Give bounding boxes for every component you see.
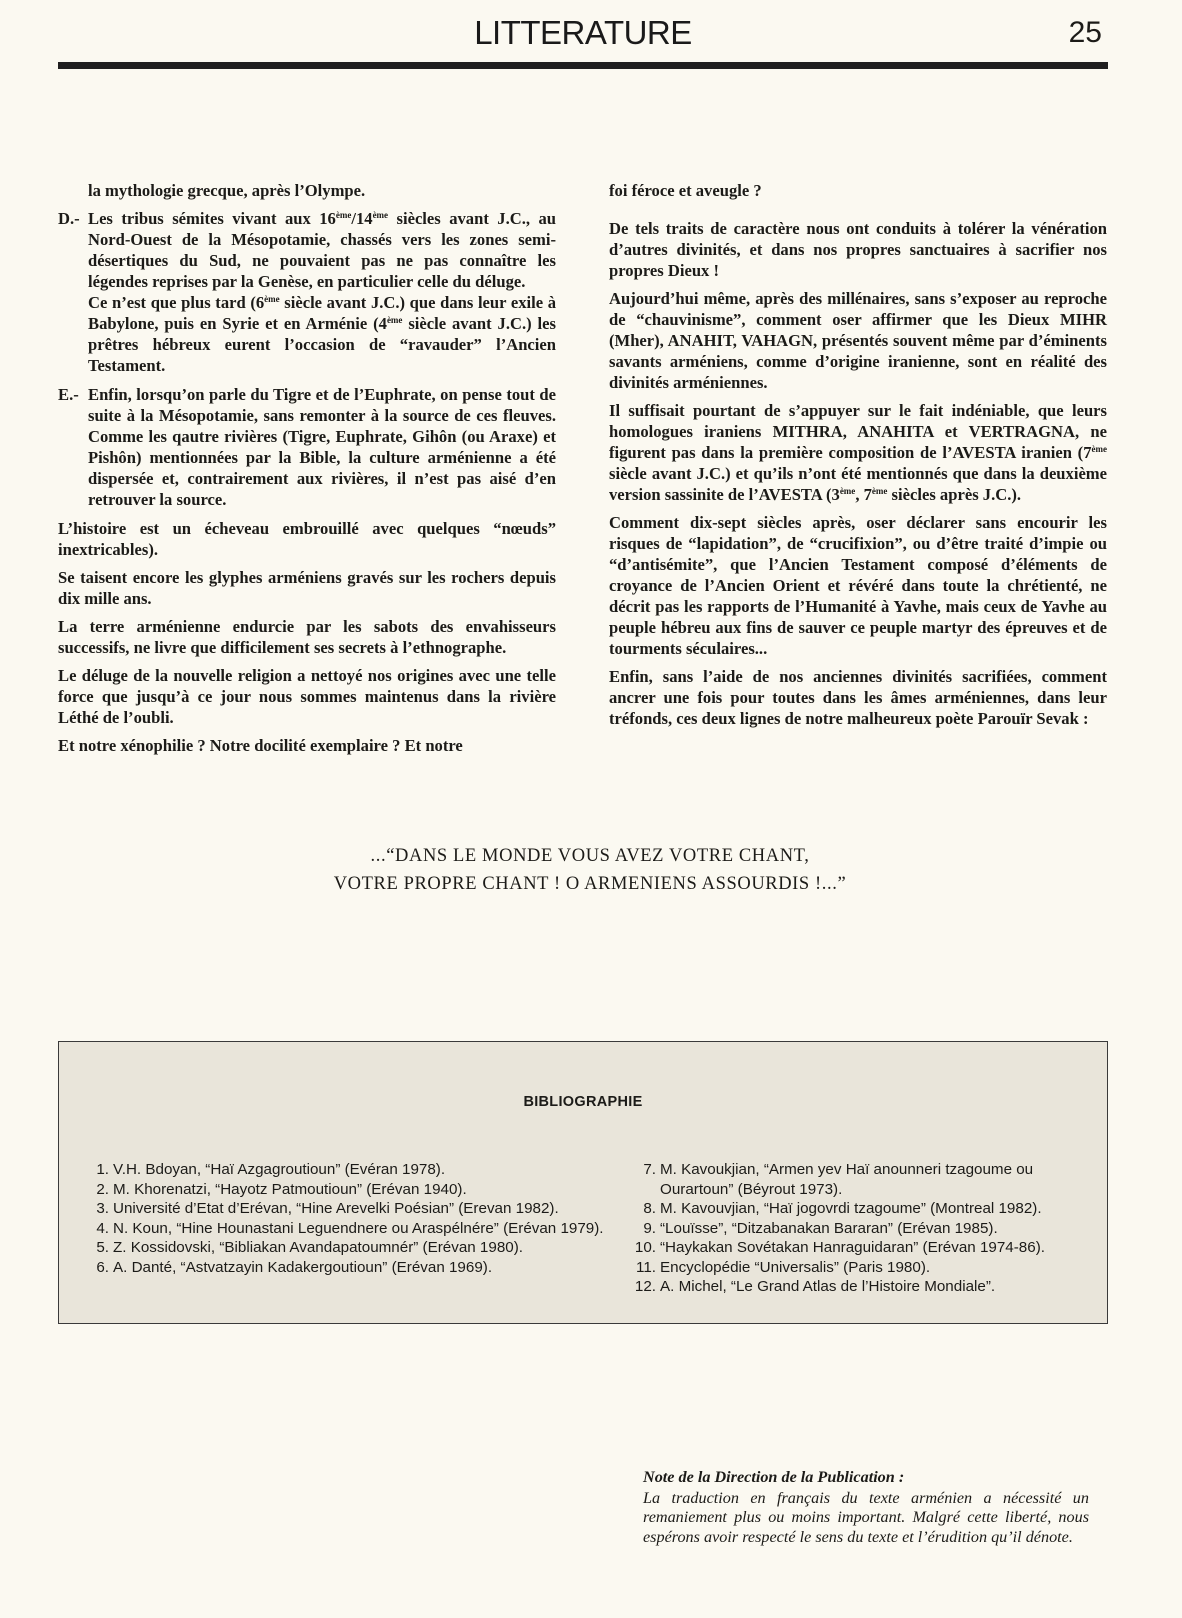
bibliography-entry: 5. Z. Kossidovski, “Bibliakan Avandapatoumnér” (Erévan 1980). bbox=[96, 1239, 523, 1256]
paragraph: Et notre xénophilie ? Notre docilité exemplaire ? Et notre bbox=[58, 736, 463, 755]
bibliography-entry: 7. M. Kavoukjian, “Armen yev Haï anounneri tzagoume ou Ourartoun” (Béyrout 1973). bbox=[643, 1161, 1034, 1198]
quote-line-1: ...“DANS LE MONDE VOUS AVEZ VOTRE CHANT, bbox=[370, 846, 810, 866]
paragraph: La terre arménienne endurcie par les sabots des envahisseurs successifs, ne livre que difficilement ses secrets à l’ethnographe. bbox=[58, 617, 556, 657]
page-number: 25 bbox=[1068, 16, 1102, 49]
right-column bbox=[609, 180, 1107, 736]
paragraph: Le déluge de la nouvelle religion a nettoyé nos origines avec une telle force que jusqu’à ce jour nous sommes maintenus dans la rivière Léthé de l’oubli. bbox=[58, 666, 556, 727]
paragraph: Se taisent encore les glyphes arméniens gravés sur les rochers depuis dix mille ans. bbox=[58, 568, 556, 608]
left-column bbox=[58, 180, 556, 763]
paragraph: De tels traits de caractère nous ont conduits à tolérer la vénération d’autres divinités, et dans nos propres sanctuaires à sacrifier nos propres Dieux ! bbox=[609, 219, 1107, 280]
bibliography-box bbox=[58, 1041, 1108, 1324]
bibliography-entry: 10. “Haykakan Sovétakan Hanraguidaran” (Erévan 1974-86). bbox=[634, 1239, 1045, 1256]
list-item-paragraph: Les tribus sémites vivant aux 16ème/14ème siècles avant J.C., au Nord-Ouest de la Mésopotamie, chassés vers les zones semi-désertiques du Sud, ne pouvaient pas ne pas connaître les légendes reprises par la Genèse, en particulier celle du déluge. bbox=[88, 209, 556, 291]
bibliography-entry: 9. “Louïsse”, “Ditzabanakan Bararan” (Erévan 1985). bbox=[643, 1219, 998, 1237]
bibliography-entry: 6. A. Danté, “Astvatzayin Kadakergoutioun” (Erévan 1969). bbox=[96, 1258, 493, 1276]
note-title: Note de la Direction de la Publication : bbox=[643, 1468, 905, 1486]
bibliography-column-left bbox=[77, 1160, 612, 1277]
list-item-d bbox=[58, 208, 556, 376]
paragraph: Il suffisait pourtant de s’appuyer sur le fait indéniable, que leurs homologues iraniens MITHRA, ANAHITA et VERTRAGNA, ne figurent pas dans la première composition de l’AVESTA iranien (7ème siècle avant J.C.) et qu’ils n’ont été mentionnés que dans la deuxième version sassinite de l’AVESTA (3ème, 7ème siècles après J.C.). bbox=[609, 401, 1107, 504]
paragraph: Aujourd’hui même, après des millénaires, sans s’exposer au reproche de “chauvinisme”, comment oser affirmer que les Dieux MIHR (Mher), ANAHIT, VAHAGN, présentés souvent même par d’éminents savants arméniens, comme d’origine iranienne, sont en réalité des divinités arméniennes. bbox=[609, 289, 1107, 392]
bibliography-entry: 4. N. Koun, “Hine Hounastani Leguendnere ou Araspélnére” (Erévan 1979). bbox=[96, 1219, 604, 1237]
bibliography-entry: 8. M. Kavouvjian, “Haï jogovrdi tzagoume” (Montreal 1982). bbox=[643, 1200, 1042, 1217]
page-header bbox=[58, 12, 1108, 72]
quote-line-2: VOTRE PROPRE CHANT ! O ARMENIENS ASSOURDIS !...” bbox=[333, 874, 847, 894]
paragraph: Enfin, sans l’aide de nos anciennes divinités sacrifiées, comment ancrer une fois pour toutes dans les âmes arméniennes, dans leur tréfonds, ces deux lignes de notre malheureux poète Parouïr Sevak : bbox=[609, 667, 1107, 728]
bibliography-entry: 2. M. Khorenatzi, “Hayotz Patmoutioun” (Erévan 1940). bbox=[96, 1180, 467, 1198]
bibliography-column-right bbox=[624, 1160, 1094, 1297]
note-text: La traduction en français du texte arménien a nécessité un remaniement plus ou moins important. Malgré cette liberté, nous espérons avoir respecté le sens du texte et l’érudition qu’il dénote. bbox=[643, 1488, 1089, 1546]
paragraph: L’histoire est un écheveau embrouillé avec quelques “nœuds” inextricables). bbox=[58, 519, 556, 559]
publication-note bbox=[643, 1468, 1089, 1547]
paragraph: foi féroce et aveugle ? bbox=[609, 181, 762, 200]
list-marker: D.- bbox=[58, 209, 80, 228]
intro-line: la mythologie grecque, après l’Olympe. bbox=[88, 181, 366, 200]
bibliography-entry: 12. A. Michel, “Le Grand Atlas de l’Histoire Mondiale”. bbox=[634, 1278, 996, 1295]
list-item-paragraph: Ce n’est que plus tard (6ème siècle avant J.C.) que dans leur exile à Babylone, puis en Syrie et en Arménie (4ème siècle avant J.C.) les prêtres hébreux eurent l’occasion de “ravauder” l’Ancien Testament. bbox=[88, 293, 557, 375]
paragraph: Comment dix-sept siècles après, oser déclarer sans encourir les risques de “lapidation”, de “crucifixion”, ou d’être traité d’impie ou “d’antisémite”, que l’Ancien Testament composé d’éléments de croyance de l’Ancien Orient et révéré dans toute la chrétienté, ne décrit pas les rapports de l’Humanité à Yavhe, mais ceux de Yavhe au peuple hébreu aux fins de sauver ce peuple martyr des épreuves et de tourments séculaires... bbox=[609, 513, 1107, 658]
list-item-e bbox=[58, 384, 556, 510]
list-item-paragraph: Enfin, lorsqu’on parle du Tigre et de l’Euphrate, on pense tout de suite à la Mésopotamie, sans remonter à la source de ces fleuves. Comme les qautre rivières (Tigre, Euphrate, Gihôn (ou Araxe) et Pishôn) mentionnées par la Bible, la culture arménienne a été dispersée et, contrairement aux rivières, il n’est pas aisé d’en retrouver la source. bbox=[88, 385, 556, 509]
list-marker: E.- bbox=[58, 385, 79, 404]
header-rule bbox=[58, 62, 1108, 69]
section-title: LITTERATURE bbox=[474, 14, 692, 51]
poem-quote bbox=[140, 842, 1040, 898]
bibliography-entry: 3. Université d’Etat d’Erévan, “Hine Arevelki Poésian” (Erevan 1982). bbox=[96, 1200, 559, 1217]
bibliography-title: BIBLIOGRAPHIE bbox=[523, 1094, 643, 1110]
bibliography-entry: 11. Encyclopédie “Universalis” (Paris 1980). bbox=[636, 1258, 931, 1276]
bibliography-entry: 1. V.H. Bdoyan, “Haï Azgagroutioun” (Evéran 1978). bbox=[96, 1161, 446, 1178]
